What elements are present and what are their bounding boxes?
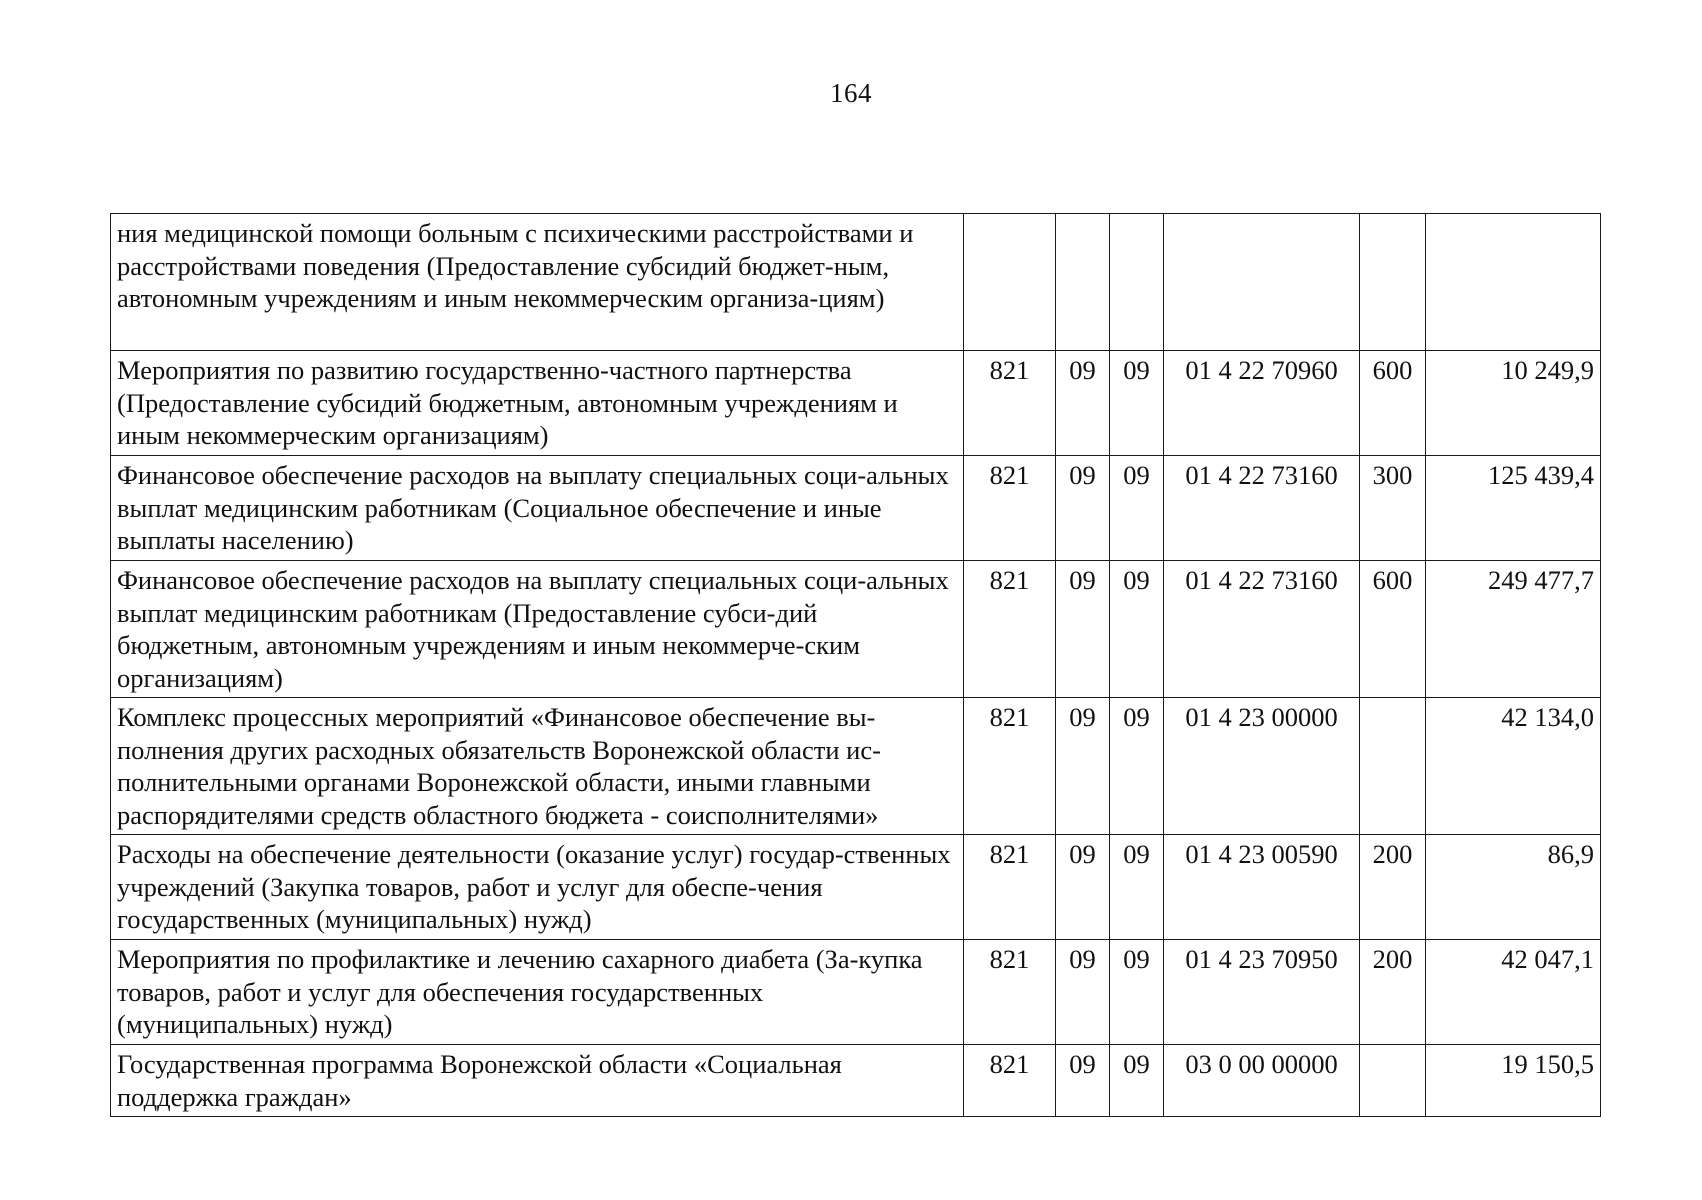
row-subsection: 09 (1110, 351, 1164, 456)
row-ministry-code: 821 (964, 940, 1056, 1045)
row-expense-group (1360, 214, 1426, 351)
table-row (111, 456, 1601, 561)
row-ministry-code: 821 (964, 561, 1056, 698)
row-expense-group: 600 (1360, 561, 1426, 698)
row-amount: 86,9 (1426, 835, 1601, 940)
row-amount: 249 477,7 (1426, 561, 1601, 698)
row-name: Финансовое обеспечение расходов на выплату специальных соци-альных выплат медицинским работникам (Социальное обеспечение и иные выплаты населению) (111, 456, 964, 561)
row-ministry-code: 821 (964, 1045, 1056, 1117)
row-name: Мероприятия по развитию государственно-частного партнерства (Предоставление субсидий бюджетным, автономным учреждениям и иным некоммерческим организациям) (111, 351, 964, 456)
row-amount: 19 150,5 (1426, 1045, 1601, 1117)
row-ministry-code: 821 (964, 351, 1056, 456)
row-name: Мероприятия по профилактике и лечению сахарного диабета (За-купка товаров, работ и услуг для обеспечения государственных (муниципальных) нужд) (111, 940, 964, 1045)
table-row (111, 1045, 1601, 1117)
row-ministry-code (964, 214, 1056, 351)
row-name: Государственная программа Воронежской области «Социальная поддержка граждан» (111, 1045, 964, 1117)
row-target-article: 03 0 00 00000 (1164, 1045, 1360, 1117)
row-name: Комплекс процессных мероприятий «Финансовое обеспечение вы-полнения других расходных обязательств Воронежской области ис-полнительными органами Воронежской области, иными главными распорядителями средств областного бюджета - соисполнителями» (111, 698, 964, 835)
row-subsection: 09 (1110, 698, 1164, 835)
row-name: Расходы на обеспечение деятельности (оказание услуг) государ-ственных учреждений (Закупка товаров, работ и услуг для обеспе-чения государственных (муниципальных) нужд) (111, 835, 964, 940)
row-section: 09 (1056, 1045, 1110, 1117)
row-target-article: 01 4 22 73160 (1164, 561, 1360, 698)
row-ministry-code: 821 (964, 698, 1056, 835)
row-amount: 42 047,1 (1426, 940, 1601, 1045)
row-expense-group (1360, 1045, 1426, 1117)
row-subsection: 09 (1110, 835, 1164, 940)
row-target-article: 01 4 22 70960 (1164, 351, 1360, 456)
row-target-article (1164, 214, 1360, 351)
row-section (1056, 214, 1110, 351)
row-expense-group: 600 (1360, 351, 1426, 456)
row-section: 09 (1056, 698, 1110, 835)
row-amount (1426, 214, 1601, 351)
row-subsection: 09 (1110, 940, 1164, 1045)
table-row (111, 835, 1601, 940)
row-subsection (1110, 214, 1164, 351)
row-expense-group: 200 (1360, 835, 1426, 940)
row-target-article: 01 4 23 70950 (1164, 940, 1360, 1045)
row-target-article: 01 4 23 00000 (1164, 698, 1360, 835)
row-expense-group: 300 (1360, 456, 1426, 561)
page-number: 164 (830, 78, 872, 108)
row-section: 09 (1056, 835, 1110, 940)
row-ministry-code: 821 (964, 835, 1056, 940)
row-section: 09 (1056, 940, 1110, 1045)
table-row (111, 351, 1601, 456)
table-row (111, 698, 1601, 835)
row-amount: 125 439,4 (1426, 456, 1601, 561)
table-row (111, 940, 1601, 1045)
row-section: 09 (1056, 561, 1110, 698)
row-amount: 42 134,0 (1426, 698, 1601, 835)
row-name: Финансовое обеспечение расходов на выплату специальных соци-альных выплат медицинским работникам (Предоставление субси-дий бюджетным, автономным учреждениям и иным некоммерче-ским организациям) (111, 561, 964, 698)
row-subsection: 09 (1110, 456, 1164, 561)
row-expense-group: 200 (1360, 940, 1426, 1045)
table-row (111, 214, 1601, 351)
row-section: 09 (1056, 351, 1110, 456)
row-subsection: 09 (1110, 561, 1164, 698)
row-target-article: 01 4 22 73160 (1164, 456, 1360, 561)
row-ministry-code: 821 (964, 456, 1056, 561)
row-target-article: 01 4 23 00590 (1164, 835, 1360, 940)
budget-table (110, 213, 1601, 1117)
table-row (111, 561, 1601, 698)
row-section: 09 (1056, 456, 1110, 561)
row-name: ния медицинской помощи больным с психическими расстройствами и расстройствами поведения (Предоставление субсидий бюджет-ным, автономным учреждениям и иным некоммерческим организа-циям) (111, 214, 964, 351)
row-amount: 10 249,9 (1426, 351, 1601, 456)
row-expense-group (1360, 698, 1426, 835)
row-subsection: 09 (1110, 1045, 1164, 1117)
